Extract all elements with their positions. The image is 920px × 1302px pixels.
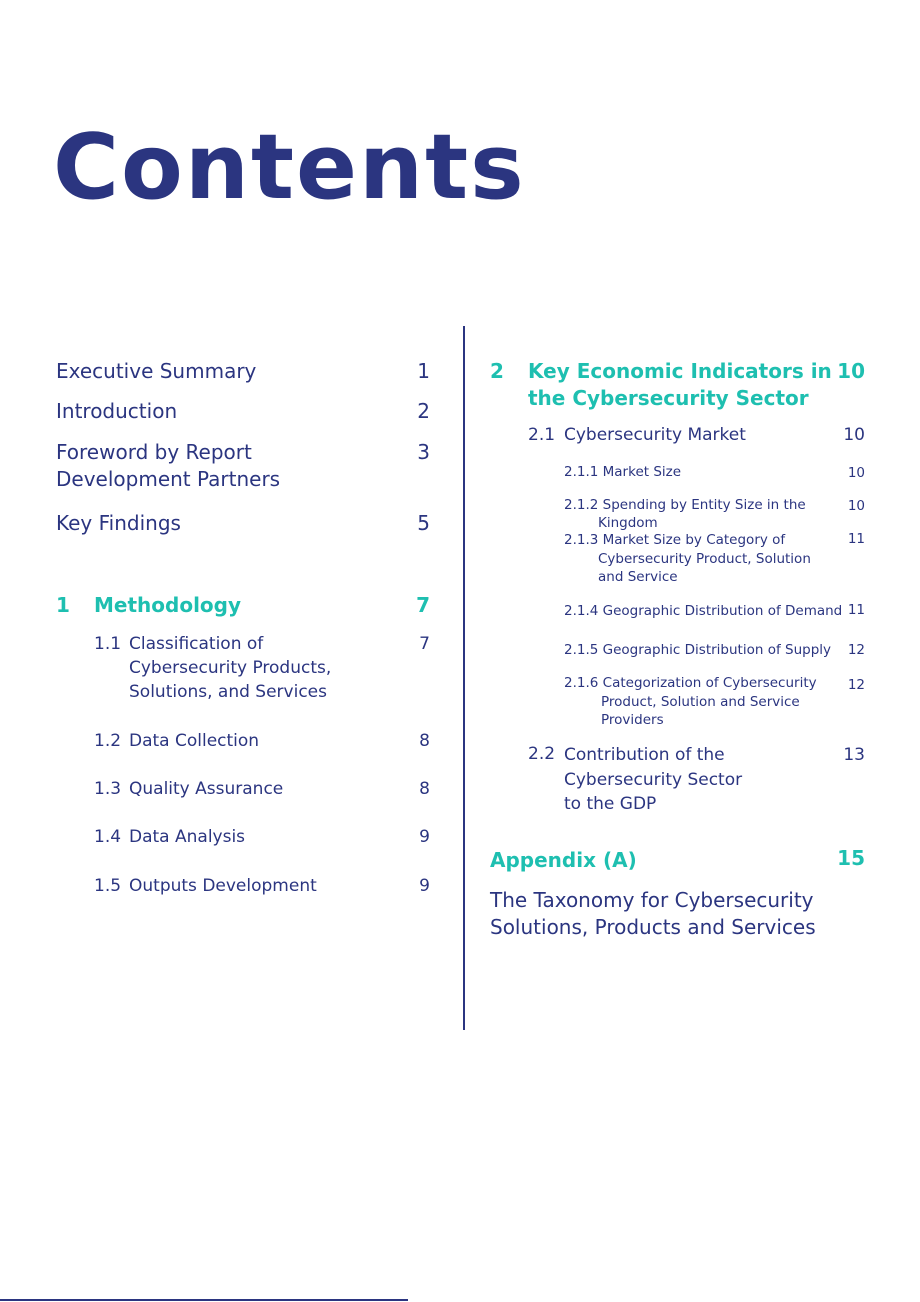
toc-section-1-1[interactable] — [129, 632, 331, 704]
toc-entry-foreword[interactable] — [56, 439, 280, 493]
subsection-2-1-3-line-3: and Service — [598, 569, 678, 585]
bottom-rule — [0, 1299, 408, 1301]
toc-page-2-1-3: 11 — [847, 531, 865, 547]
section-1-1-line-2: Cybersecurity Products, — [129, 658, 332, 678]
taxonomy-line-2: Solutions, Products and Services — [490, 915, 816, 939]
subsection-2-1-6-line-3: Providers — [601, 712, 664, 728]
chapter-2-line-1: Key Economic Indicators in — [528, 359, 832, 383]
toc-appendix-a[interactable]: Appendix (A) — [490, 848, 637, 872]
toc-subsection-2-1-1[interactable]: 2.1.1 Market Size — [564, 464, 682, 480]
toc-section-1-2[interactable]: Data Collection — [129, 731, 260, 751]
section-1-1-line-3: Solutions, and Services — [129, 682, 327, 702]
toc-section-1-3[interactable]: Quality Assurance — [129, 779, 284, 799]
toc-page-2-1-4: 11 — [847, 602, 865, 618]
toc-page-1-3: 8 — [419, 779, 430, 799]
toc-entry-introduction[interactable]: Introduction — [56, 399, 178, 423]
toc-page-foreword: 3 — [417, 440, 430, 464]
section-2-2-line-2: Cybersecurity Sector — [564, 769, 743, 790]
toc-entry-executive-summary[interactable]: Executive Summary — [56, 359, 257, 383]
toc-subsection-2-1-3[interactable] — [564, 531, 811, 587]
subsection-2-1-3-line-2: Cybersecurity Product, Solution — [598, 550, 811, 567]
toc-section-2-2[interactable] — [564, 743, 742, 817]
toc-page-1-2: 8 — [419, 731, 430, 751]
chapter-2-line-2: the Cybersecurity Sector — [528, 386, 809, 410]
toc-subsection-2-1-6[interactable] — [564, 674, 817, 730]
toc-page-appendix: 15 — [837, 846, 865, 870]
toc-entry-key-findings[interactable]: Key Findings — [56, 511, 181, 535]
toc-page-2-1-2: 10 — [847, 498, 865, 514]
subsection-2-1-6-line-1: 2.1.6 Categorization of Cybersecurity — [564, 675, 817, 691]
toc-page-chapter-2: 10 — [837, 359, 865, 383]
foreword-line-1: Foreword by Report — [56, 440, 252, 464]
toc-section-2-1[interactable]: Cybersecurity Market — [564, 425, 746, 445]
section-1-1-line-1: Classification of — [129, 634, 264, 654]
section-2-2-line-1: Contribution of the — [564, 745, 725, 765]
toc-section-number-1-5: 1.5 — [94, 876, 122, 896]
taxonomy-line-1: The Taxonomy for Cybersecurity — [490, 888, 814, 912]
page-title: Contents — [53, 115, 526, 220]
subsection-2-1-2-line-2: Kingdom — [598, 514, 658, 531]
toc-page-2-1-5: 12 — [847, 642, 865, 658]
toc-page-executive-summary: 1 — [417, 359, 430, 383]
toc-page-2-1-1: 10 — [847, 465, 865, 481]
subsection-2-1-2-line-1: 2.1.2 Spending by Entity Size in the — [564, 497, 806, 513]
toc-page-methodology: 7 — [416, 593, 430, 617]
toc-subsection-2-1-4[interactable]: 2.1.4 Geographic Distribution of Demand — [564, 603, 843, 619]
toc-page-2-1-6: 12 — [847, 677, 865, 693]
toc-section-1-4[interactable]: Data Analysis — [129, 827, 246, 847]
toc-chapter-methodology[interactable]: Methodology — [94, 593, 242, 617]
subsection-2-1-6-line-2: Product, Solution and Service — [601, 693, 800, 710]
toc-section-number-2-2: 2.2 — [528, 744, 556, 764]
toc-taxonomy[interactable] — [490, 887, 816, 941]
toc-subsection-2-1-5[interactable]: 2.1.5 Geographic Distribution of Supply — [564, 642, 832, 658]
toc-page-1-5: 9 — [419, 876, 430, 896]
toc-page-2-1: 10 — [843, 425, 865, 445]
toc-chapter-number-2: 2 — [490, 359, 504, 383]
toc-section-number-1-4: 1.4 — [94, 827, 122, 847]
toc-section-number-2-1: 2.1 — [528, 425, 556, 445]
column-divider — [463, 326, 465, 1030]
toc-section-1-5[interactable]: Outputs Development — [129, 876, 317, 896]
toc-section-number-1-3: 1.3 — [94, 779, 122, 799]
toc-page-2-2: 13 — [843, 745, 865, 765]
toc-page-1-4: 9 — [419, 827, 430, 847]
toc-section-number-1-1: 1.1 — [94, 634, 122, 654]
subsection-2-1-3-line-1: 2.1.3 Market Size by Category of — [564, 532, 786, 548]
toc-page-1-1: 7 — [419, 634, 430, 654]
toc-page-introduction: 2 — [417, 399, 430, 423]
foreword-line-2: Development Partners — [56, 467, 281, 491]
toc-section-number-1-2: 1.2 — [94, 731, 122, 751]
toc-chapter-number-1: 1 — [56, 593, 70, 617]
toc-chapter-key-economic-indicators[interactable] — [528, 358, 832, 412]
toc-subsection-2-1-2[interactable] — [564, 496, 806, 532]
section-2-2-line-3: to the GDP — [564, 794, 657, 814]
toc-page-key-findings: 5 — [417, 511, 430, 535]
